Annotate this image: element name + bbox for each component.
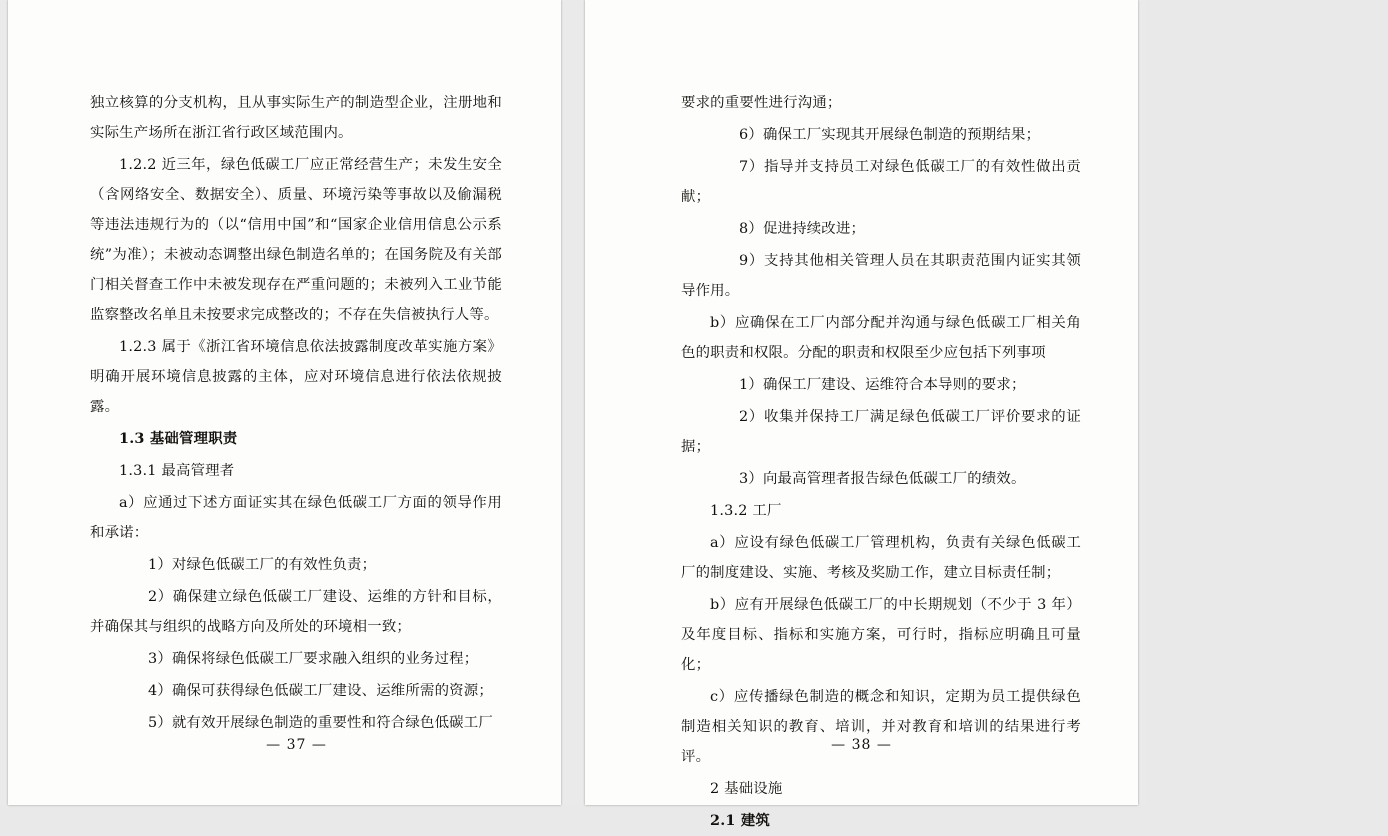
paragraph: 1）对绿色低碳工厂的有效性负责； [148, 557, 377, 573]
paragraph: 要求的重要性进行沟通； [681, 95, 842, 111]
page-folio: — 38 — [831, 737, 892, 753]
paragraph: 3）确保将绿色低碳工厂要求融入组织的业务过程； [148, 651, 479, 667]
paragraph: 4）确保可获得绿色低碳工厂建设、运维所需的资源； [148, 683, 493, 699]
paragraph: 3）向最高管理者报告绿色低碳工厂的绩效。 [739, 471, 1026, 487]
paragraph: 2 基础设施 [710, 781, 783, 797]
paragraph: 1.2.2 近三年，绿色低碳工厂应正常经营生产；未发生安全（含网络安全、数据安全）、质量、环境污染等事故以及偷漏税等违法违规行为的（以“信用中国”和“国家企业信用信息公示系统”为准）；未被动态调整出绿色制造名单的；在国务院及有关部门相关督查工作中未被发现存在严重问题的；未被列入工业节能监察整改名单且未按要求完成整改的；不存在失信被执行人等。 [90, 157, 502, 323]
paragraph: 5）就有效开展绿色制造的重要性和符合绿色低碳工厂 [148, 715, 493, 731]
paragraph: 9）支持其他相关管理人员在其职责范围内证实其领导作用。 [681, 253, 1081, 299]
section-heading: 2.1 建筑 [710, 812, 771, 829]
paragraph: c）应传播绿色制造的概念和知识，定期为员工提供绿色制造相关知识的教育、培训，并对教育和培训的结果进行考评。 [681, 689, 1081, 765]
paragraph: 独立核算的分支机构，且从事实际生产的制造型企业，注册地和实际生产场所在浙江省行政区域范围内。 [90, 95, 502, 141]
section-heading: 1.3 基础管理职责 [119, 430, 238, 447]
paragraph: 1.3.1 最高管理者 [119, 463, 235, 479]
page-folio: — 37 — [266, 737, 327, 753]
paragraph: a）应通过下述方面证实其在绿色低碳工厂方面的领导作用和承诺： [90, 495, 502, 541]
paragraph: 1.2.3 属于《浙江省环境信息依法披露制度改革实施方案》明确开展环境信息披露的主体，应对环境信息进行依法依规披露。 [90, 339, 502, 415]
paragraph: 2）确保建立绿色低碳工厂建设、运维的方针和目标，并确保其与组织的战略方向及所处的环境相一致； [90, 589, 502, 635]
paragraph: 7）指导并支持员工对绿色低碳工厂的有效性做出贡献； [681, 159, 1081, 205]
paragraph: b）应确保在工厂内部分配并沟通与绿色低碳工厂相关角色的职责和权限。分配的职责和权限至少应包括下列事项 [681, 315, 1081, 361]
paragraph: 1）确保工厂建设、运维符合本导则的要求； [739, 377, 1026, 393]
paragraph: 6）确保工厂实现其开展绿色制造的预期结果； [739, 127, 1041, 143]
paragraph: b）应有开展绿色低碳工厂的中长期规划（不少于 3 年）及年度目标、指标和实施方案，可行时，指标应明确且可量化； [681, 597, 1081, 673]
paragraph: 1.3.2 工厂 [710, 503, 782, 519]
document-page-37 [8, 0, 561, 805]
paragraph: 8）促进持续改进； [739, 221, 866, 237]
paragraph: 2）收集并保持工厂满足绿色低碳工厂评价要求的证据； [681, 409, 1081, 455]
document-page-38 [585, 0, 1138, 829]
page-37-text-body [90, 88, 502, 731]
paragraph: a）应设有绿色低碳工厂管理机构，负责有关绿色低碳工厂的制度建设、实施、考核及奖励工作，建立目标责任制； [681, 535, 1081, 581]
